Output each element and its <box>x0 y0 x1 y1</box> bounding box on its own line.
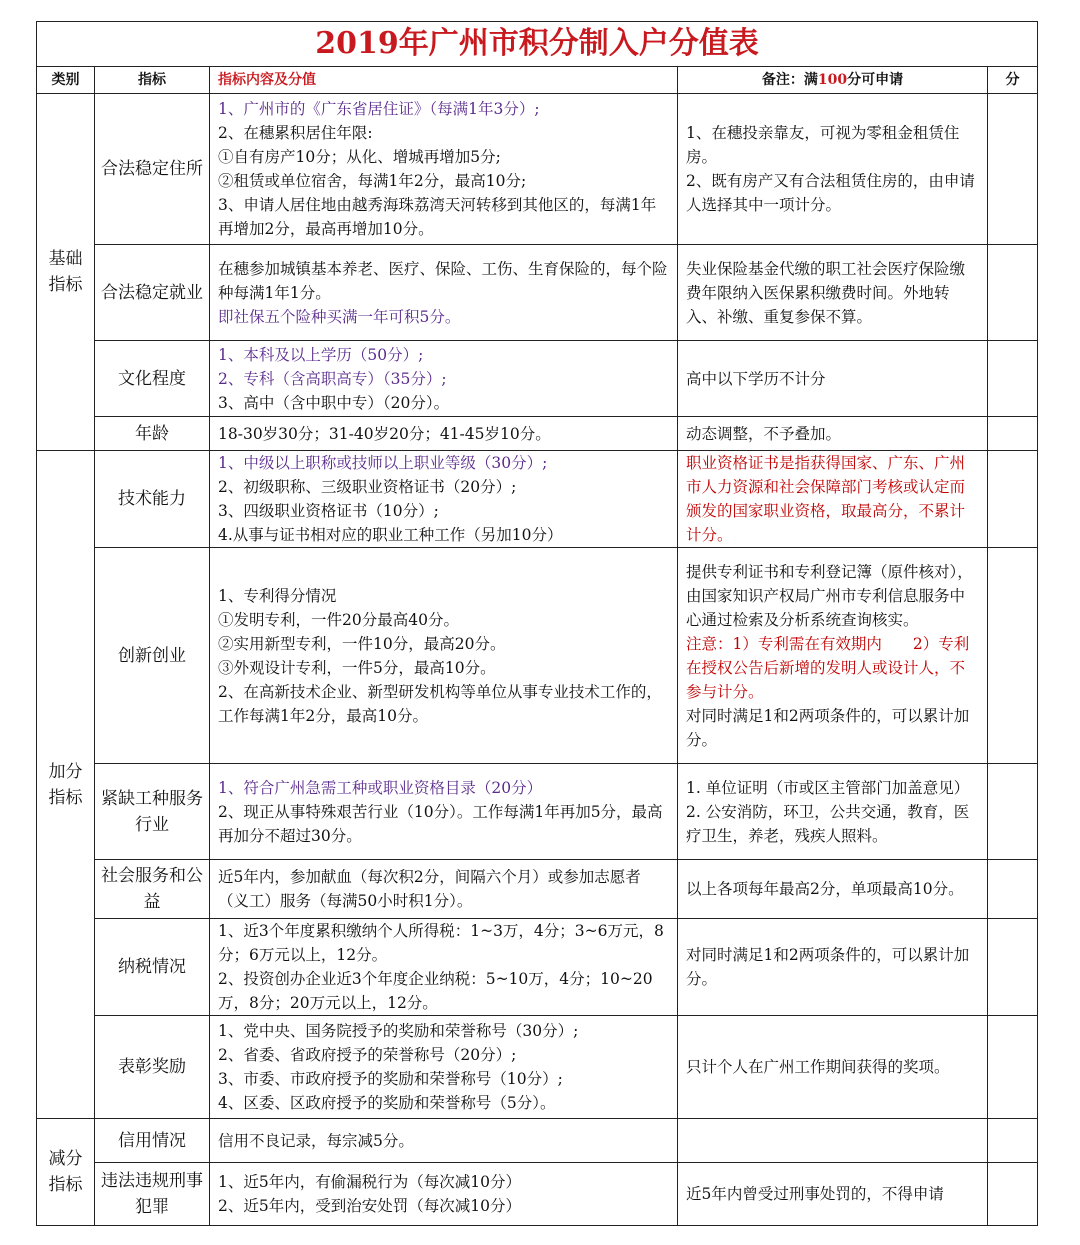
content-cell <box>210 548 678 764</box>
header-row <box>37 67 1038 94</box>
indicator-cell: 社会服务和公益 <box>95 860 210 919</box>
score-table <box>36 21 1038 1226</box>
note-line: 对同时满足1和2两项条件的，可以累计加分。 <box>686 706 970 749</box>
table-row <box>37 1016 1038 1119</box>
table-row <box>37 1119 1038 1163</box>
content-cell <box>210 764 678 860</box>
header-note-prefix: 备注：满 <box>761 72 818 88</box>
content-line: 1、近5年内，有偷漏税行为（每次减10分） <box>218 1173 521 1191</box>
category-bonus: 加分指标 <box>37 451 95 1119</box>
content-line: 4、区委、区政府授予的奖励和荣誉称号（5分）。 <box>218 1094 556 1112</box>
content-cell <box>210 245 678 341</box>
note-line: 失业保险基金代缴的职工社会医疗保险缴费年限纳入医保累积缴费时间。外地转入、补缴、重复参保不算。 <box>686 259 966 326</box>
note-line: 动态调整，不予叠加。 <box>686 424 842 443</box>
header-category: 类别 <box>37 67 95 94</box>
content-line: ①自有房产10分；从化、增城再增加5分; <box>218 148 501 166</box>
content-line: 3、四级职业资格证书（10分）; <box>218 502 439 520</box>
content-line: 信用不良记录，每宗减5分。 <box>218 1131 414 1150</box>
content-cell <box>210 451 678 548</box>
note-cell <box>678 1163 988 1226</box>
note-cell <box>678 1119 988 1163</box>
indicator-cell: 违法违规刑事犯罪 <box>95 1163 210 1226</box>
content-line: 2、初级职称、三级职业资格证书（20分）; <box>218 478 517 496</box>
category-basic: 基础指标 <box>37 94 95 451</box>
score-cell <box>988 764 1038 860</box>
content-line: 3、高中（含中职中专）（20分）。 <box>218 393 450 412</box>
table-row <box>37 341 1038 417</box>
content-line: 1、广州市的《广东省居住证》（每满1年3分）; <box>218 100 540 118</box>
note-line: 1. 单位证明（市或区主管部门加盖意见） <box>686 778 970 797</box>
content-line: 1、中级以上职称或技师以上职业等级（30分）; <box>218 454 548 472</box>
page-title: 2019年广州市积分制入户分值表 <box>37 22 1038 67</box>
score-cell <box>988 548 1038 764</box>
category-deduct: 减分指标 <box>37 1119 95 1226</box>
score-cell <box>988 1163 1038 1226</box>
content-cell <box>210 341 678 417</box>
content-line: 3、市委、市政府授予的奖励和荣誉称号（10分）; <box>218 1070 563 1088</box>
table-row <box>37 860 1038 919</box>
content-cell <box>210 417 678 451</box>
content-line: ②租赁或单位宿舍，每满1年2分，最高10分; <box>218 172 527 190</box>
content-cell <box>210 94 678 245</box>
note-line: 提供专利证书和专利登记簿（原件核对），由国家知识产权局广州市专利信息服务中心通过检索及分析系统查询核实。 <box>686 562 973 629</box>
note-cell <box>678 245 988 341</box>
indicator-cell: 文化程度 <box>95 341 210 417</box>
content-line: 1、党中央、国务院授予的奖励和荣誉称号（30分）; <box>218 1022 579 1040</box>
content-line: 1、专利得分情况 <box>218 586 337 605</box>
content-line: ①发明专利，一件20分最高40分。 <box>218 610 459 629</box>
content-cell <box>210 1119 678 1163</box>
content-cell <box>210 919 678 1016</box>
score-cell <box>988 94 1038 245</box>
content-line: 2、省委、省政府授予的荣誉称号（20分）; <box>218 1046 517 1064</box>
indicator-cell: 合法稳定就业 <box>95 245 210 341</box>
indicator-cell: 年龄 <box>95 417 210 451</box>
content-cell <box>210 1016 678 1119</box>
table-row <box>37 451 1038 548</box>
header-note <box>678 67 988 94</box>
note-line: 近5年内曾受过刑事处罚的，不得申请 <box>686 1185 944 1203</box>
content-line: 4.从事与证书相对应的职业工种工作（另加10分） <box>218 526 563 544</box>
note-cell <box>678 1016 988 1119</box>
note-line: 2. 公安消防，环卫，公共交通，教育，医疗卫生，养老，残疾人照料。 <box>686 802 970 845</box>
table-row <box>37 94 1038 245</box>
note-cell <box>678 548 988 764</box>
score-cell <box>988 417 1038 451</box>
content-line: 2、专科（含高职高专）（35分）; <box>218 369 447 388</box>
note-cell <box>678 860 988 919</box>
score-cell <box>988 919 1038 1016</box>
note-line: 注意：1）专利需在有效期内 2）专利在授权公告后新增的发明人或设计人，不参与计分。 <box>686 634 970 701</box>
score-cell <box>988 341 1038 417</box>
header-note-suffix: 分可申请 <box>847 72 904 88</box>
content-cell <box>210 1163 678 1226</box>
indicator-cell: 信用情况 <box>95 1119 210 1163</box>
content-line: 2、在穗累积居住年限: <box>218 124 373 142</box>
table-row <box>37 1163 1038 1226</box>
note-cell <box>678 919 988 1016</box>
content-line: 在穗参加城镇基本养老、医疗、保险、工伤、生育保险的，每个险种每满1年1分。 <box>218 259 668 302</box>
content-line: 近5年内，参加献血（每次积2分，间隔六个月）或参加志愿者（义工）服务（每满50小时积1分）。 <box>218 868 641 910</box>
score-cell <box>988 245 1038 341</box>
score-cell <box>988 860 1038 919</box>
table-row <box>37 764 1038 860</box>
content-line: 即社保五个险种买满一年可积5分。 <box>218 307 461 326</box>
note-line: 对同时满足1和2两项条件的，可以累计加分。 <box>686 946 970 988</box>
table-row <box>37 245 1038 341</box>
note-cell <box>678 764 988 860</box>
content-line: 1、本科及以上学历（50分）; <box>218 345 424 364</box>
note-cell <box>678 417 988 451</box>
indicator-cell: 创新创业 <box>95 548 210 764</box>
note-line: 以上各项每年最高2分，单项最高10分。 <box>686 880 964 898</box>
note-cell <box>678 451 988 548</box>
content-line: 2、投资创办企业近3个年度企业纳税：5~10万，4分；10~20万，8分；20万元以上，12分。 <box>218 970 653 1012</box>
indicator-cell: 合法稳定住所 <box>95 94 210 245</box>
indicator-cell: 表彰奖励 <box>95 1016 210 1119</box>
note-cell <box>678 94 988 245</box>
content-line: 1、近3个年度累积缴纳个人所得税：1~3万，4分；3~6万元，8分；6万元以上，12分。 <box>218 922 664 964</box>
score-cell <box>988 1119 1038 1163</box>
content-line: 2、在高新技术企业、新型研发机构等单位从事专业技术工作的，工作每满1年2分，最高10分。 <box>218 682 662 725</box>
content-line: 2、现正从事特殊艰苦行业（10分）。工作每满1年再加5分，最高再加分不超过30分。 <box>218 802 663 845</box>
content-line: 18-30岁30分；31-40岁20分；41-45岁10分。 <box>218 424 551 443</box>
content-line: 1、符合广州急需工种或职业资格目录（20分） <box>218 778 543 797</box>
note-cell <box>678 341 988 417</box>
header-indicator: 指标 <box>95 67 210 94</box>
note-line: 只计个人在广州工作期间获得的奖项。 <box>686 1058 950 1076</box>
note-line: 2、既有房产又有合法租赁住房的，由申请人选择其中一项计分。 <box>686 172 975 214</box>
content-line: 2、近5年内，受到治安处罚（每次减10分） <box>218 1197 521 1215</box>
note-line: 高中以下学历不计分 <box>686 369 826 388</box>
note-line: 职业资格证书是指获得国家、广东、广州市人力资源和社会保障部门考核或认定而颁发的国家职业资格，取最高分，不累计计分。 <box>686 454 966 544</box>
header-score: 分 <box>988 67 1038 94</box>
indicator-cell: 纳税情况 <box>95 919 210 1016</box>
table-row <box>37 919 1038 1016</box>
score-cell <box>988 1016 1038 1119</box>
indicator-cell: 紧缺工种服务行业 <box>95 764 210 860</box>
content-cell <box>210 860 678 919</box>
content-line: ②实用新型专利，一件10分，最高20分。 <box>218 634 506 653</box>
header-content: 指标内容及分值 <box>210 67 678 94</box>
score-table-sheet <box>36 21 1037 1226</box>
table-row <box>37 548 1038 764</box>
indicator-cell: 技术能力 <box>95 451 210 548</box>
content-line: 3、申请人居住地由越秀海珠荔湾天河转移到其他区的，每满1年再增加2分，最高再增加10分。 <box>218 196 657 238</box>
header-note-number: 100 <box>817 72 848 88</box>
content-line: ③外观设计专利，一件5分，最高10分。 <box>218 658 496 677</box>
note-line: 1、在穗投亲靠友，可视为零租金租赁住房。 <box>686 124 960 166</box>
table-row <box>37 417 1038 451</box>
score-cell <box>988 451 1038 548</box>
